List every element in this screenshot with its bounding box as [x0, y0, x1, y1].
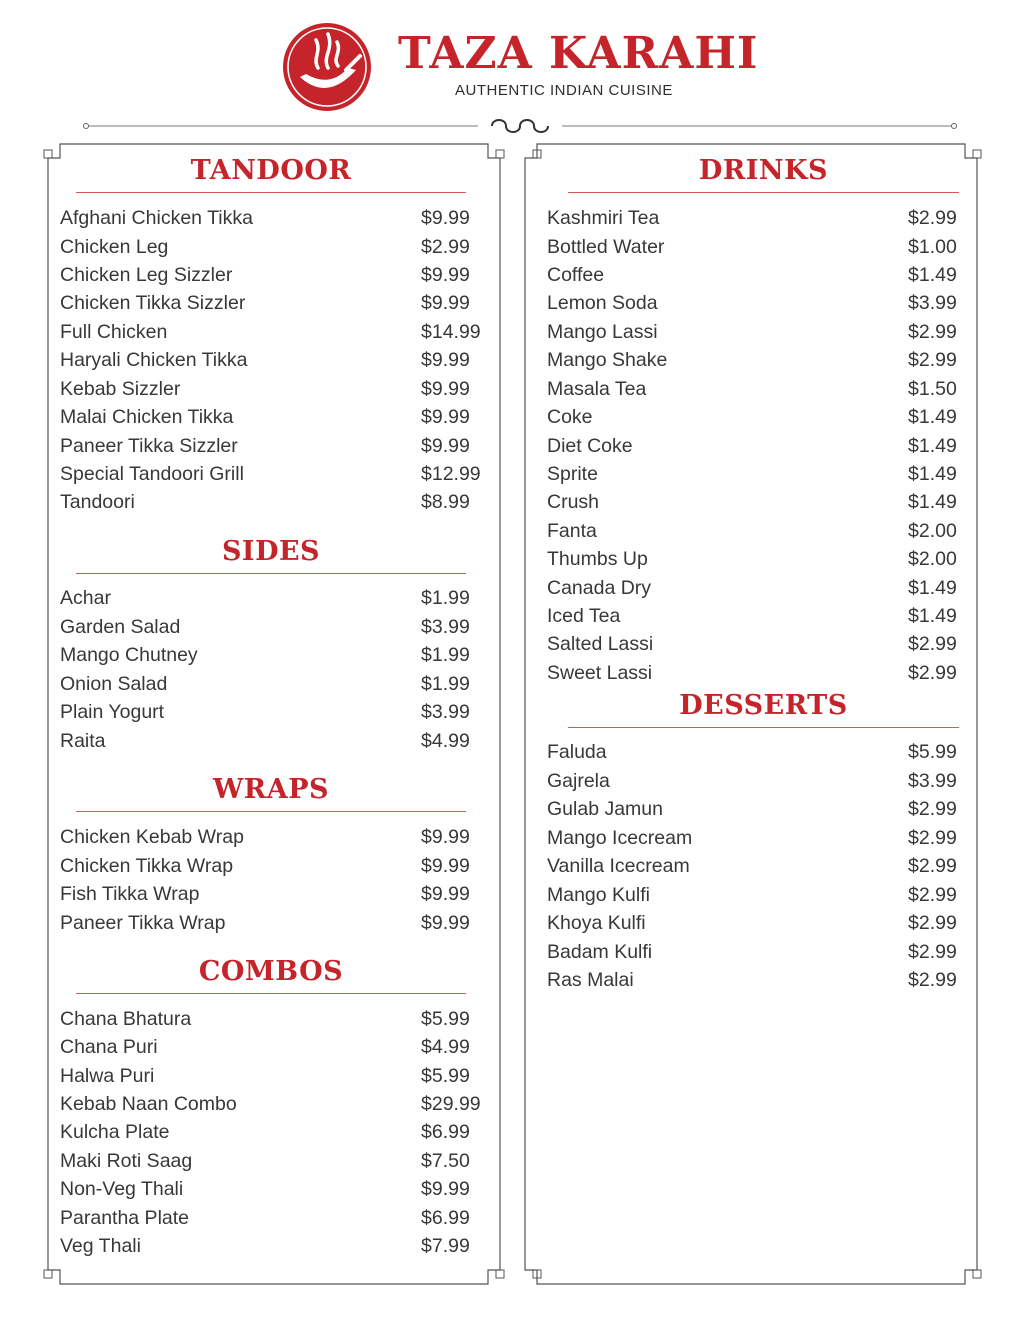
- list-item: Fish Tikka Wrap $9.99: [60, 883, 470, 905]
- restaurant-name: TAZA KARAHI: [398, 28, 759, 79]
- list-item: Gulab Jamun $2.99: [547, 798, 957, 820]
- section-title-combos: COMBOS: [198, 956, 344, 987]
- section-title-wraps: WRAPS: [212, 774, 329, 805]
- list-item: Coke $1.49: [547, 406, 957, 428]
- list-item: Coffee $1.49: [547, 264, 957, 286]
- list-item: Sprite $1.49: [547, 463, 957, 485]
- list-item: Chicken Leg $2.99: [60, 236, 470, 258]
- section-rule-combos: [76, 993, 466, 994]
- list-item: Mango Lassi $2.99: [547, 321, 957, 343]
- left-menu-panel: [36, 140, 512, 1288]
- list-item: Parantha Plate $6.99: [60, 1207, 470, 1229]
- list-item: Paneer Tikka Wrap $9.99: [60, 912, 470, 934]
- karahi-logo-icon: [282, 22, 372, 112]
- list-item: Bottled Water $1.00: [547, 236, 957, 258]
- section-title-sides: SIDES: [221, 536, 321, 567]
- restaurant-tagline: AUTHENTIC INDIAN CUISINE: [455, 82, 673, 99]
- list-item: Achar $1.99: [60, 587, 470, 609]
- header-divider-ornament: [80, 114, 960, 138]
- list-item: Plain Yogurt $3.99: [60, 701, 470, 723]
- list-item: Paneer Tikka Sizzler $9.99: [60, 435, 470, 457]
- list-item: Chicken Tikka Sizzler $9.99: [60, 292, 470, 314]
- list-item: Chicken Leg Sizzler $9.99: [60, 264, 470, 286]
- list-item: Mango Icecream $2.99: [547, 827, 957, 849]
- section-rule-desserts: [568, 727, 959, 728]
- section-rule-wraps: [76, 811, 466, 812]
- list-item: Chana Puri $4.99: [60, 1036, 470, 1058]
- list-item: Maki Roti Saag $7.50: [60, 1150, 470, 1172]
- list-item: Crush $1.49: [547, 491, 957, 513]
- list-item: Lemon Soda $3.99: [547, 292, 957, 314]
- list-item: Masala Tea $1.50: [547, 378, 957, 400]
- list-item: Fanta $2.00: [547, 520, 957, 542]
- section-rule-sides: [76, 573, 466, 574]
- list-item: Garden Salad $3.99: [60, 616, 470, 638]
- list-item: Kashmiri Tea $2.99: [547, 207, 957, 229]
- list-item: Faluda $5.99: [547, 741, 957, 763]
- list-item: Mango Chutney $1.99: [60, 644, 470, 666]
- list-item: Mango Shake $2.99: [547, 349, 957, 371]
- list-item: Khoya Kulfi $2.99: [547, 912, 957, 934]
- section-rule-drinks: [568, 192, 959, 193]
- list-item: Kulcha Plate $6.99: [60, 1121, 470, 1143]
- list-item: Onion Salad $1.99: [60, 673, 470, 695]
- list-item: Special Tandoori Grill $12.99: [60, 463, 481, 485]
- list-item: Thumbs Up $2.00: [547, 548, 957, 570]
- list-item: Kebab Sizzler $9.99: [60, 378, 470, 400]
- list-item: Halwa Puri $5.99: [60, 1065, 470, 1087]
- list-item: Badam Kulfi $2.99: [547, 941, 957, 963]
- list-item: Raita $4.99: [60, 730, 470, 752]
- list-item: Non-Veg Thali $9.99: [60, 1178, 470, 1200]
- list-item: Sweet Lassi $2.99: [547, 662, 957, 684]
- menu-header: [0, 0, 1024, 140]
- section-title-desserts: DESSERTS: [679, 690, 848, 721]
- section-title-drinks: DRINKS: [698, 155, 829, 186]
- list-item: Chana Bhatura $5.99: [60, 1008, 470, 1030]
- list-item: Malai Chicken Tikka $9.99: [60, 406, 470, 428]
- right-menu-panel: [523, 140, 989, 1288]
- list-item: Afghani Chicken Tikka $9.99: [60, 207, 470, 229]
- list-item: Veg Thali $7.99: [60, 1235, 470, 1257]
- list-item: Chicken Kebab Wrap $9.99: [60, 826, 470, 848]
- list-item: Diet Coke $1.49: [547, 435, 957, 457]
- list-item: Mango Kulfi $2.99: [547, 884, 957, 906]
- list-item: Full Chicken $14.99: [60, 321, 481, 343]
- list-item: Canada Dry $1.49: [547, 577, 957, 599]
- list-item: Vanilla Icecream $2.99: [547, 855, 957, 877]
- list-item: Haryali Chicken Tikka $9.99: [60, 349, 470, 371]
- list-item: Chicken Tikka Wrap $9.99: [60, 855, 470, 877]
- list-item: Iced Tea $1.49: [547, 605, 957, 627]
- list-item: Kebab Naan Combo $29.99: [60, 1093, 481, 1115]
- list-item: Gajrela $3.99: [547, 770, 957, 792]
- section-rule-tandoor: [76, 192, 466, 193]
- list-item: Ras Malai $2.99: [547, 969, 957, 991]
- list-item: Tandoori $8.99: [60, 491, 470, 513]
- section-title-tandoor: TANDOOR: [190, 155, 352, 186]
- list-item: Salted Lassi $2.99: [547, 633, 957, 655]
